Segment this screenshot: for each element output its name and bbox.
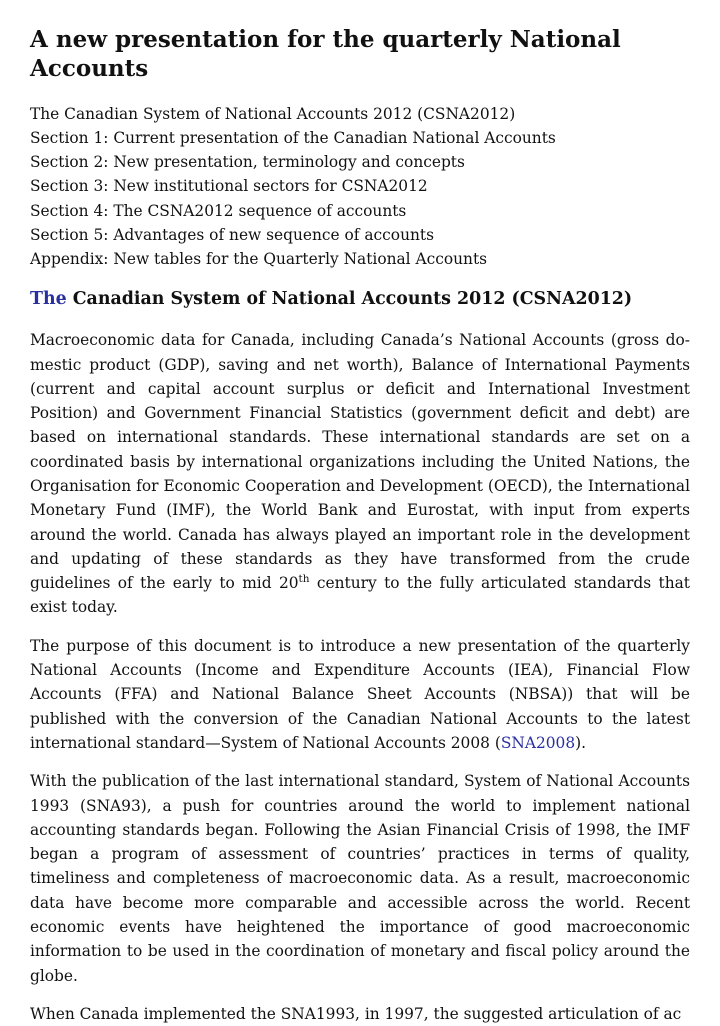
table-of-contents <box>30 102 690 272</box>
toc-link[interactable]: Appendix: New tables for the Quarterly National Accounts <box>30 250 488 269</box>
toc-item-section-2[interactable] <box>30 150 690 174</box>
toc-item-appendix[interactable] <box>30 247 690 271</box>
toc-item-csna2012[interactable] <box>30 102 690 126</box>
toc-link[interactable]: Section 1: Current presentation of the Canadian National Accounts <box>30 128 556 147</box>
paragraph-2-text-end: ). <box>575 733 587 752</box>
toc-item-section-5[interactable] <box>30 223 690 247</box>
toc-link[interactable]: Section 5: Advantages of new sequence of accounts <box>30 225 434 244</box>
toc-link[interactable]: Section 4: The CSNA2012 sequence of accounts <box>30 201 407 220</box>
superscript-th: th <box>298 573 310 586</box>
section-heading <box>30 288 690 311</box>
sna2008-link[interactable]: SNA2008 <box>500 733 576 752</box>
paragraph-2 <box>30 634 690 755</box>
paragraph-4: When Canada implemented the SNA1993, in 1997, the suggested articulation of ac <box>30 1004 682 1023</box>
toc-link[interactable]: The Canadian System of National Accounts 2012 (CSNA2012) <box>30 104 516 123</box>
toc-link[interactable]: Section 2: New presentation, terminology and concepts <box>30 153 465 172</box>
paragraph-1-text: Macroeconomic data for Canada, including Canada’s National Accounts (gross domestic product (GDP), saving and net worth), Balance of International Payments (current and capital account surplus or deficit and International Investment Position) and Government Financial Statistics (government deficit and debt) are based on international standards. These international standards are set on a coordinated basis by international organizations including the United Nations, the Organisation for Economic Cooperation and Development (OECD), the International Monetary Fund (IMF), the World Bank and Eurostat, with input from experts around the world. Canada has always played an important role in the development and updating of these standards as they have transformed from the crude guidelines of the early to mid 20 <box>30 331 690 593</box>
paragraph-1-text-end: century to the fully articulated standards that exist today. <box>30 574 690 617</box>
paragraph-3: With the publication of the last international standard, System of National Accounts 1993 (SNA93), a push for countries around the world to implement national accounting standards began. Following the Asian Financial Crisis of 1998, the IMF began a program of assessment of countries’ practices in terms of quality, timeliness and completeness of macroeconomic data. As a result, macroeconomic data have become more comparable and accessible across the world. Recent economic events have heightened the importance of good macroeconomic information to be used in the coordination of monetary and fiscal policy around the globe. <box>30 772 690 985</box>
toc-item-section-4[interactable] <box>30 199 690 223</box>
toc-item-section-1[interactable] <box>30 126 690 150</box>
toc-item-section-3[interactable] <box>30 174 690 198</box>
section-heading-text: Canadian System of National Accounts 2012 (CSNA2012) <box>72 288 633 309</box>
paragraph-1 <box>30 328 690 620</box>
toc-link[interactable]: Section 3: New institutional sectors for CSNA2012 <box>30 177 428 196</box>
paragraph-2-text: The purpose of this document is to introduce a new presentation of the quarterly National Accounts (Income and Expenditure Accounts (IEA), Financial Flow Accounts (FFA) and National Balance Sheet Accounts (NBSA)) that will be published with the conversion of the Canadian National Accounts to the latest international standard—System of National Accounts 2008 ( <box>30 636 690 752</box>
page-title: A new presentation for the quarterly National Accounts <box>30 26 621 82</box>
section-heading-lead: The <box>30 288 67 309</box>
